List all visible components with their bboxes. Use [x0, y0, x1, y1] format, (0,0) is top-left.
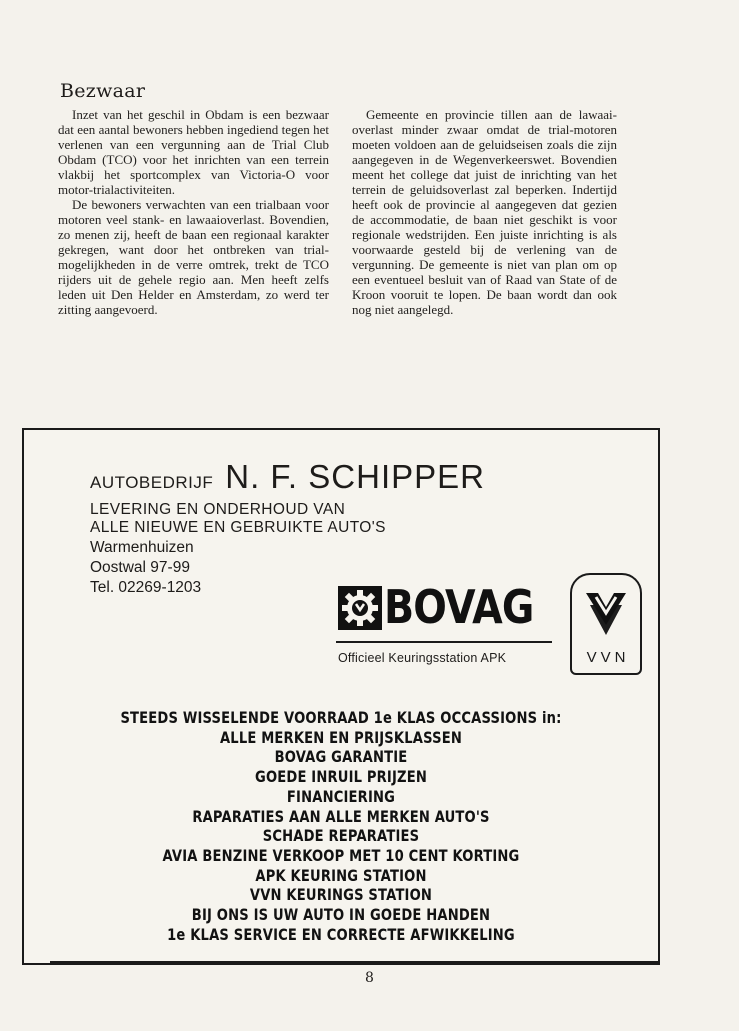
- company-header: [90, 458, 485, 496]
- phone-number: Tel. 02269-1203: [90, 579, 202, 596]
- bovag-subtitle: Officieel Keuringsstation APK: [338, 651, 507, 665]
- tagline-line-1: LEVERING EN ONDERHOUD VAN: [90, 501, 346, 518]
- article-column-right: [352, 107, 617, 317]
- service-line: RAPARATIES AAN ALLE MERKEN AUTO'S: [192, 806, 490, 826]
- bovag-divider: [336, 641, 552, 643]
- service-line: GOEDE INRUIL PRIJZEN: [255, 767, 427, 787]
- service-line: 1e KLAS SERVICE EN CORRECTE AFWIKKELING: [167, 924, 515, 944]
- company-name: N. F. SCHIPPER: [225, 458, 485, 495]
- advertisement-box: [22, 428, 660, 965]
- article-paragraph: Gemeente en provincie tillen aan de lawaai-overlast minder zwaar omdat de trial-motoren moeten voldoen aan de geluidseisen zoals die zijn aangegeven in de Wegenverkeerswet. Bovendien meent het college dat juist de inrichting van het terrein de geluidsoverlast zal beperken. Indertijd heeft ook de provincie al aangegeven dat gezien de accommodatie, de baan niet geschikt is voor regionale wedstrijden. Een juiste inrichting is als voorwaarde gesteld bij de verlening van de vergunning. De gemeente is niet van plan om op een eventueel besluit van of Raad van State of de Kroon vooruit te lopen. De baan wordt dan ook nog niet aangelegd.: [352, 107, 617, 317]
- tagline-line-2: ALLE NIEUWE EN GEBRUIKTE AUTO'S: [90, 519, 386, 536]
- street-address: Oostwal 97-99: [90, 559, 190, 576]
- ad-bottom-rule: [50, 961, 660, 964]
- page-number: 8: [365, 970, 374, 986]
- services-list: [24, 708, 658, 944]
- town: Warmenhuizen: [90, 539, 194, 556]
- vvn-shield: [570, 573, 642, 675]
- gear-icon: [336, 584, 384, 632]
- service-line: SCHADE REPARATIES: [262, 826, 420, 846]
- vvn-logo-icon: [582, 585, 630, 639]
- service-line: AVIA BENZINE VERKOOP MET 10 CENT KORTING: [162, 845, 520, 865]
- service-line: FINANCIERING: [286, 786, 396, 806]
- company-prefix: AUTOBEDRIJF: [90, 473, 214, 492]
- service-line: BOVAG GARANTIE: [274, 747, 408, 767]
- bovag-logo: [336, 578, 551, 638]
- article-column-left: [58, 107, 329, 317]
- service-line: VVN KEURINGS STATION: [249, 885, 433, 905]
- service-line: ALLE MERKEN EN PRIJSKLASSEN: [219, 727, 463, 747]
- article-paragraph: De bewoners verwachten van een trialbaan voor motoren veel stank- en lawaaioverlast. Bovendien, zo menen zij, heeft de baan een regionaal karakter gekregen, want door het ontbreken van trial-mogelijkheden in de verre omtrek, trekt de TCO rijders uit de gehele regio aan. Men heeft zelfs leden uit Den Helder en Amsterdam, zo werd ter zitting aangevoerd.: [58, 197, 329, 317]
- service-line: APK KEURING STATION: [255, 865, 427, 885]
- service-line: BIJ ONS IS UW AUTO IN GOEDE HANDEN: [191, 905, 491, 925]
- article-paragraph: Inzet van het geschil in Obdam is een bezwaar dat een aantal bewoners hebben ingediend tegen het verlenen van een vergunning aan de Trial Club Obdam (TCO) voor het inrichten van een terrein vlakbij het sportcomplex van Victoria-O voor motor-trialactiviteiten.: [58, 107, 329, 197]
- service-line: STEEDS WISSELENDE VOORRAAD 1e KLAS OCCASSIONS in:: [120, 708, 562, 727]
- article-title: Bezwaar: [60, 80, 146, 102]
- vvn-label: VVN: [586, 649, 630, 666]
- bovag-logo-text: BOVAG: [384, 580, 534, 634]
